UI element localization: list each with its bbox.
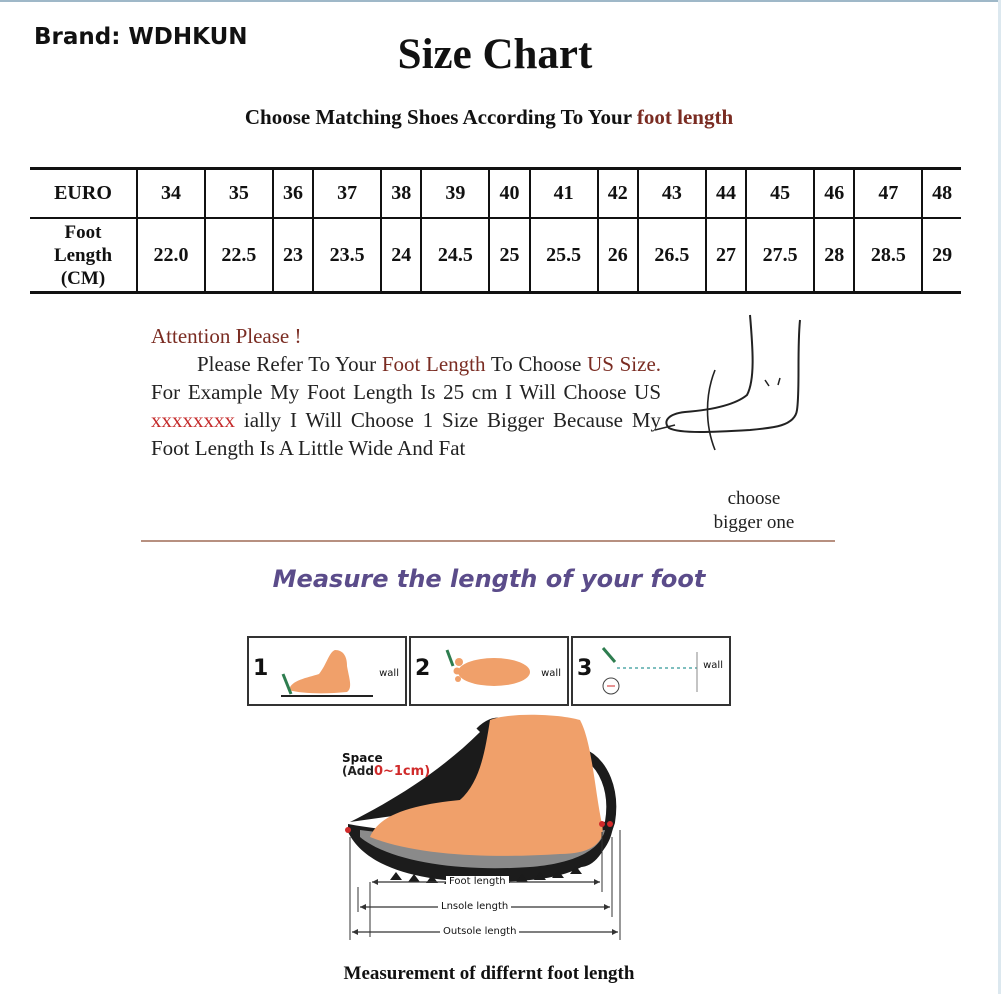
euro-size-cell: 38 xyxy=(381,169,421,219)
outsole-length-label: Outsole length xyxy=(440,926,519,937)
header-line: Foot xyxy=(64,221,102,243)
euro-size-cell: 36 xyxy=(273,169,313,219)
euro-size-cell: 45 xyxy=(746,169,814,219)
wall-label: wall xyxy=(541,668,561,679)
measure-line-icon xyxy=(597,642,707,700)
attention-text: ially I Will Choose 1 Size Bigger Because My Foot Length Is A Little Wide And Fat xyxy=(151,408,662,460)
wall-label: wall xyxy=(379,668,399,679)
euro-header: EURO xyxy=(30,169,137,219)
measure-steps xyxy=(247,636,727,704)
subtitle xyxy=(0,105,978,130)
euro-size-cell: 40 xyxy=(489,169,529,219)
foot-length-cell: 24 xyxy=(381,218,421,293)
wall-label: wall xyxy=(703,660,723,671)
choose-line: bigger one xyxy=(713,512,795,533)
attention-text: For Example My Foot Length Is 25 cm I Will Choose US xyxy=(151,380,661,404)
euro-size-cell: 37 xyxy=(313,169,381,219)
foot-length-cell: 23 xyxy=(273,218,313,293)
space-label xyxy=(342,752,430,778)
subtitle-highlight: foot length xyxy=(636,105,734,129)
euro-size-cell: 39 xyxy=(421,169,489,219)
foot-sketch-icon xyxy=(655,310,815,460)
foot-top-icon xyxy=(439,644,539,700)
measure-title: Measure the length of your foot xyxy=(272,565,706,593)
foot-length-label: Foot length xyxy=(446,876,509,887)
foot-side-icon xyxy=(277,644,377,700)
space-title: Space xyxy=(342,751,383,765)
size-table xyxy=(30,167,961,294)
foot-length-cell: 22.5 xyxy=(205,218,273,293)
attention-text: Please Refer To Your xyxy=(197,352,377,376)
euro-row xyxy=(30,169,961,219)
top-border xyxy=(0,0,1001,2)
foot-length-cell: 23.5 xyxy=(313,218,381,293)
foot-length-cell: 29 xyxy=(922,218,961,293)
foot-length-cell: 28.5 xyxy=(854,218,922,293)
foot-length-cell: 27 xyxy=(706,218,746,293)
header-line: (CM) xyxy=(60,267,106,289)
attention-highlight: Foot Length xyxy=(381,352,486,376)
step-1-panel xyxy=(247,636,407,706)
euro-size-cell: 34 xyxy=(137,169,205,219)
step-number: 1 xyxy=(253,656,269,681)
step-2-panel xyxy=(409,636,569,706)
choose-bigger-note xyxy=(700,487,808,535)
foot-length-cell: 27.5 xyxy=(746,218,814,293)
foot-length-row xyxy=(30,218,961,293)
foot-length-cell: 26 xyxy=(598,218,638,293)
foot-length-cell: 26.5 xyxy=(638,218,706,293)
step-number: 3 xyxy=(577,656,593,681)
step-3-panel xyxy=(571,636,731,706)
euro-size-cell: 42 xyxy=(598,169,638,219)
euro-size-cell: 48 xyxy=(922,169,961,219)
add-range: 0~1cm) xyxy=(373,764,431,779)
euro-size-cell: 41 xyxy=(530,169,598,219)
brand-label: Brand: WDHKUN xyxy=(34,24,248,50)
euro-size-cell: 44 xyxy=(706,169,746,219)
euro-size-cell: 35 xyxy=(205,169,273,219)
attention-body xyxy=(151,350,661,462)
choose-line: choose xyxy=(727,488,781,509)
foot-length-cell: 25.5 xyxy=(530,218,598,293)
euro-size-cell: 43 xyxy=(638,169,706,219)
foot-length-header xyxy=(30,218,137,293)
attention-text: To Choose xyxy=(490,352,582,376)
foot-length-cell: 25 xyxy=(489,218,529,293)
foot-length-cell: 24.5 xyxy=(421,218,489,293)
diagram-caption: Measurement of differnt foot length xyxy=(343,963,635,984)
foot-length-cell: 28 xyxy=(814,218,854,293)
add-label: (Add xyxy=(342,764,374,778)
foot-length-cell: 22.0 xyxy=(137,218,205,293)
attention-title: Attention Please ! xyxy=(151,324,302,348)
subtitle-text: Choose Matching Shoes According To Your xyxy=(244,105,632,129)
euro-size-cell: 47 xyxy=(854,169,922,219)
attention-note xyxy=(151,322,661,462)
euro-size-cell: 46 xyxy=(814,169,854,219)
header-line: Length xyxy=(53,244,113,266)
insole-length-label: Lnsole length xyxy=(438,901,511,912)
divider xyxy=(141,540,835,542)
attention-redacted: xxxxxxxx xyxy=(151,408,235,432)
attention-highlight: US Size. xyxy=(587,352,662,376)
page-title: Size Chart xyxy=(397,31,593,78)
step-number: 2 xyxy=(415,656,431,681)
